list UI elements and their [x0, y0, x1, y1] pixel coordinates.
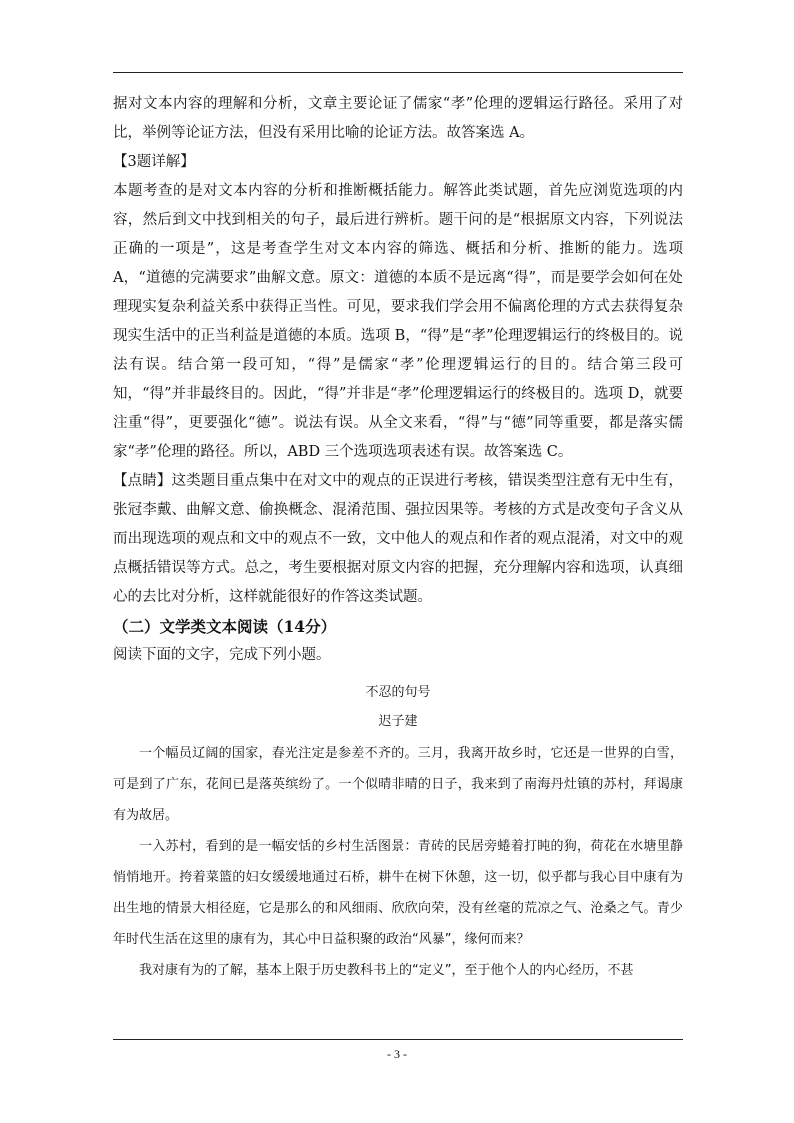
footer-rule — [113, 1039, 683, 1040]
page-number: - 3 - — [387, 1047, 407, 1061]
instruction-text: 阅读下面的文字，完成下列小题。 — [113, 647, 331, 663]
header-rule — [113, 72, 683, 73]
tip-paragraph: 【点睛】这类题目重点集中在对文中的观点的正误进行考核，错误类型注意有无中生有，张冠李戴、曲解文意、偷换概念、混淆范围、强拉因果等。考核的方式是改变句子含义从而出现选项的观点和文中的观点不一致，文中他人的观点和作者的观点混淆，对文中的观点概括错误等方式。总之，考生要根据对原文内容的把握，充分理解内容和选项，认真细心的去比对分析，这样就能很好的作答这类试题。 — [113, 473, 683, 605]
story-paragraph: 一个幅员辽阔的国家，春光注定是参差不齐的。三月，我离开故乡时，它还是一世界的白雪，可是到了广东，花间已是落英缤纷了。一个似晴非晴的日子，我来到了南海丹灶镇的苏村，拜谒康有为故居。 — [113, 746, 683, 823]
question-3-heading: 【3题详解】 — [113, 154, 195, 170]
answer-paragraph-2: 本题考查的是对文本内容的分析和推断概括能力。解答此类试题，首先应浏览选项的内容，然后到文中找到相关的句子，最后进行辨析。题干问的是“根据原文内容，下列说法正确的一项是”，这是考查学生对文本内容的筛选、概括和分析、推断的能力。选项 A，“道德的完满要求”曲解文意。原文：道德的本质不是远离“得”，而是要学会如何在处理现实复杂利益关系中获得正当性。可见，要求我们学会用不偏离伦理的方式去获得复杂现实生活中的正当利益是道德的本质。选项 B，“得”是“孝”伦理逻辑运行的终极目的。说法有误。结合第一段可知，“得”是儒家“孝”伦理逻辑运行的目的。结合第三段可知，“得”并非最终目的。因此，“得”并非是“孝”伦理逻辑运行的终极目的。选项 D，就要注重“得”，更要强化“德”。说法有误。从全文来看，“得”与“德”同等重要，都是落实儒家“孝”伦理的路径。所以，ABD 三个选项选项表述有误。故答案选 C。 — [113, 183, 683, 460]
story-paragraph: 一入苏村，看到的是一幅安恬的乡村生活图景：青砖的民居旁蜷着打盹的狗，荷花在水塘里静悄悄地开。挎着菜篮的妇女缓缓地通过石桥，耕牛在树下休憩，这一切，似乎都与我心目中康有为出生地的情景大相径庭，它是那么的和风细雨、欣欣向荣，没有丝毫的荒凉之气、沧桑之气。青少年时代生活在这里的康有为，其心中日益积聚的政治“风暴”，缘何而来？ — [113, 839, 683, 947]
section-title: （二）文学类文本阅读（14分） — [113, 617, 337, 636]
answer-paragraph-1: 据对文本内容的理解和分析，文章主要论证了儒家“孝”伦理的逻辑运行路径。采用了对比，举例等论证方法，但没有采用比喻的论证方法。故答案选 A。 — [113, 96, 683, 141]
story-author: 迟子建 — [378, 714, 418, 729]
story-title: 不忍的句号 — [365, 685, 431, 700]
story-paragraph: 我对康有为的了解，基本上限于历史教科书上的“定义”，至于他个人的内心经历，不甚 — [139, 963, 634, 978]
page-content — [113, 90, 683, 986]
